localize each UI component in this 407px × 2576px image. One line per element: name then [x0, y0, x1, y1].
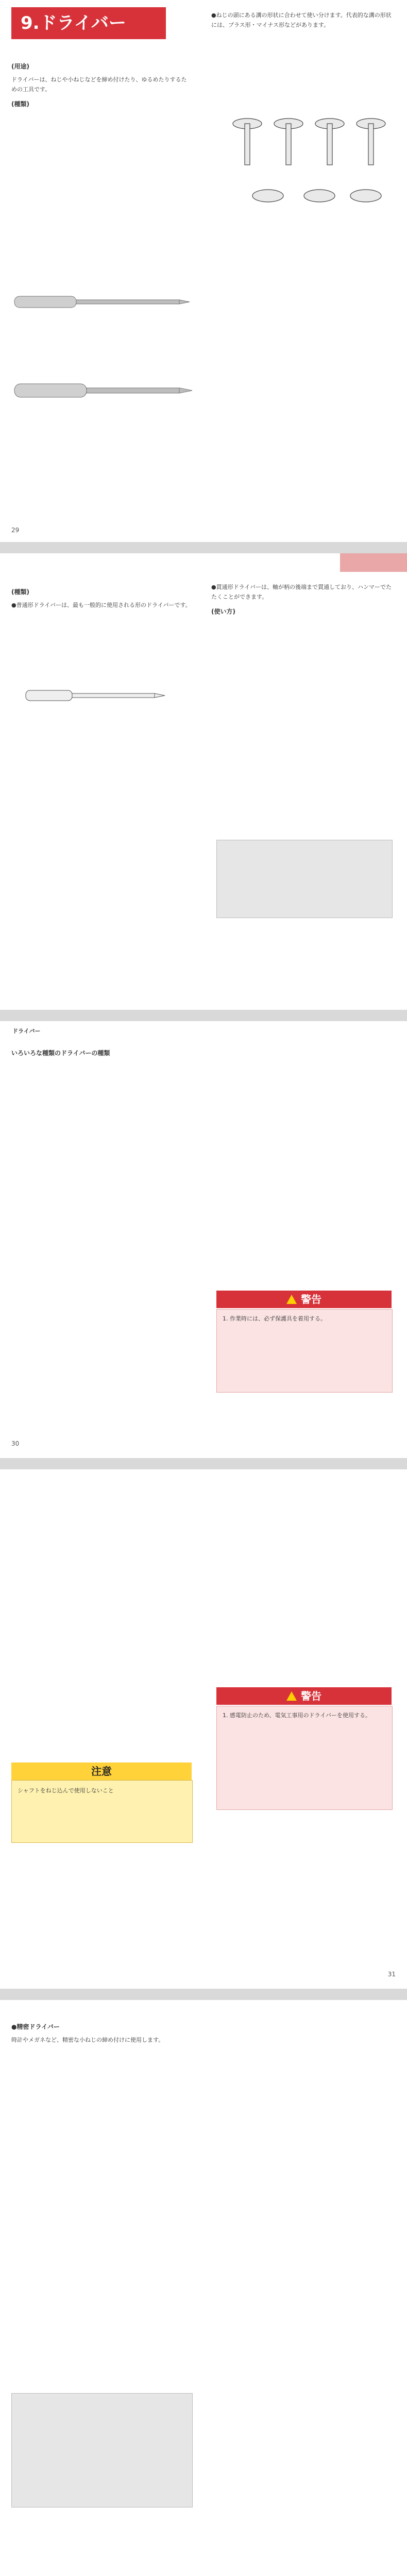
screw-heads-figure — [227, 103, 392, 222]
heading-precision: ●精密ドライバー — [11, 2023, 60, 2030]
screwdriver-diagram — [15, 659, 180, 737]
left-column — [11, 57, 192, 112]
screwdriver-illustration — [9, 268, 195, 443]
warning-text: 1. 感電防止のため、電気工事用のドライバーを使用する。 — [223, 1712, 371, 1719]
paragraph: ●ねじの頭にある溝の形状に合わせて使い分けます。代表的な溝の形状には、プラス形・マイナス形などがあります。 — [211, 12, 392, 28]
page-separator — [0, 542, 407, 553]
page-title: 9.ドライバー — [11, 7, 166, 39]
page-separator — [0, 1989, 407, 2000]
warning-title: 警告 — [301, 1293, 321, 1306]
photo-screwdrivers — [216, 840, 393, 918]
paragraph: ドライバーは、ねじや小ねじなどを締め付けたり、ゆるめたりするための工具です。 — [11, 76, 187, 93]
warning-triangle-icon — [286, 1295, 297, 1304]
page-31 — [0, 1471, 407, 1986]
page-number: 29 — [11, 527, 20, 534]
warning-text: 1. 作業時には、必ず保護具を着用する。 — [223, 1315, 326, 1322]
heading-usage: (使い方) — [211, 608, 235, 615]
caution-text: シャフトをねじ込んで使用しないこと — [18, 1787, 114, 1794]
page-number: 30 — [11, 1440, 20, 1447]
page-32 — [0, 2002, 407, 2576]
photo-tools — [11, 2393, 193, 2507]
page-separator — [0, 1010, 407, 1021]
caution-banner — [11, 1762, 192, 1780]
warning-banner — [216, 1687, 392, 1705]
page-number: 31 — [387, 1971, 396, 1978]
paragraph: 時計やメガネなど、精密な小ねじの締め付けに使用します。 — [11, 2037, 164, 2043]
paragraph: ●貫通形ドライバーは、軸が柄の後端まで貫通しており、ハンマーでたたくことができます。 — [211, 584, 392, 600]
paragraph: ●普通形ドライバーは、最も一般的に使用される形のドライバーです。 — [11, 602, 191, 608]
heading-types: (種類) — [11, 100, 29, 108]
running-header: ドライバー — [12, 1028, 41, 1035]
warning-title: 警告 — [301, 1690, 321, 1702]
warning-banner — [216, 1291, 392, 1308]
caution-title: 注意 — [91, 1765, 112, 1777]
page-30b — [0, 1023, 407, 1455]
page-30 — [0, 572, 407, 1010]
left-column — [11, 2017, 192, 2049]
page-separator — [0, 1458, 407, 1469]
heading-use: (用途) — [11, 63, 29, 70]
warning-panel — [216, 1706, 393, 1810]
page-29 — [0, 0, 407, 541]
heading-types: (種類) — [11, 588, 29, 596]
right-column — [211, 582, 397, 620]
warning-triangle-icon — [286, 1691, 297, 1701]
left-column — [11, 582, 192, 614]
right-column — [211, 10, 397, 34]
left-column — [11, 1043, 192, 1061]
heading-various: いろいろな種類のドライバーの種類 — [11, 1049, 110, 1057]
corner-tab — [340, 553, 407, 572]
